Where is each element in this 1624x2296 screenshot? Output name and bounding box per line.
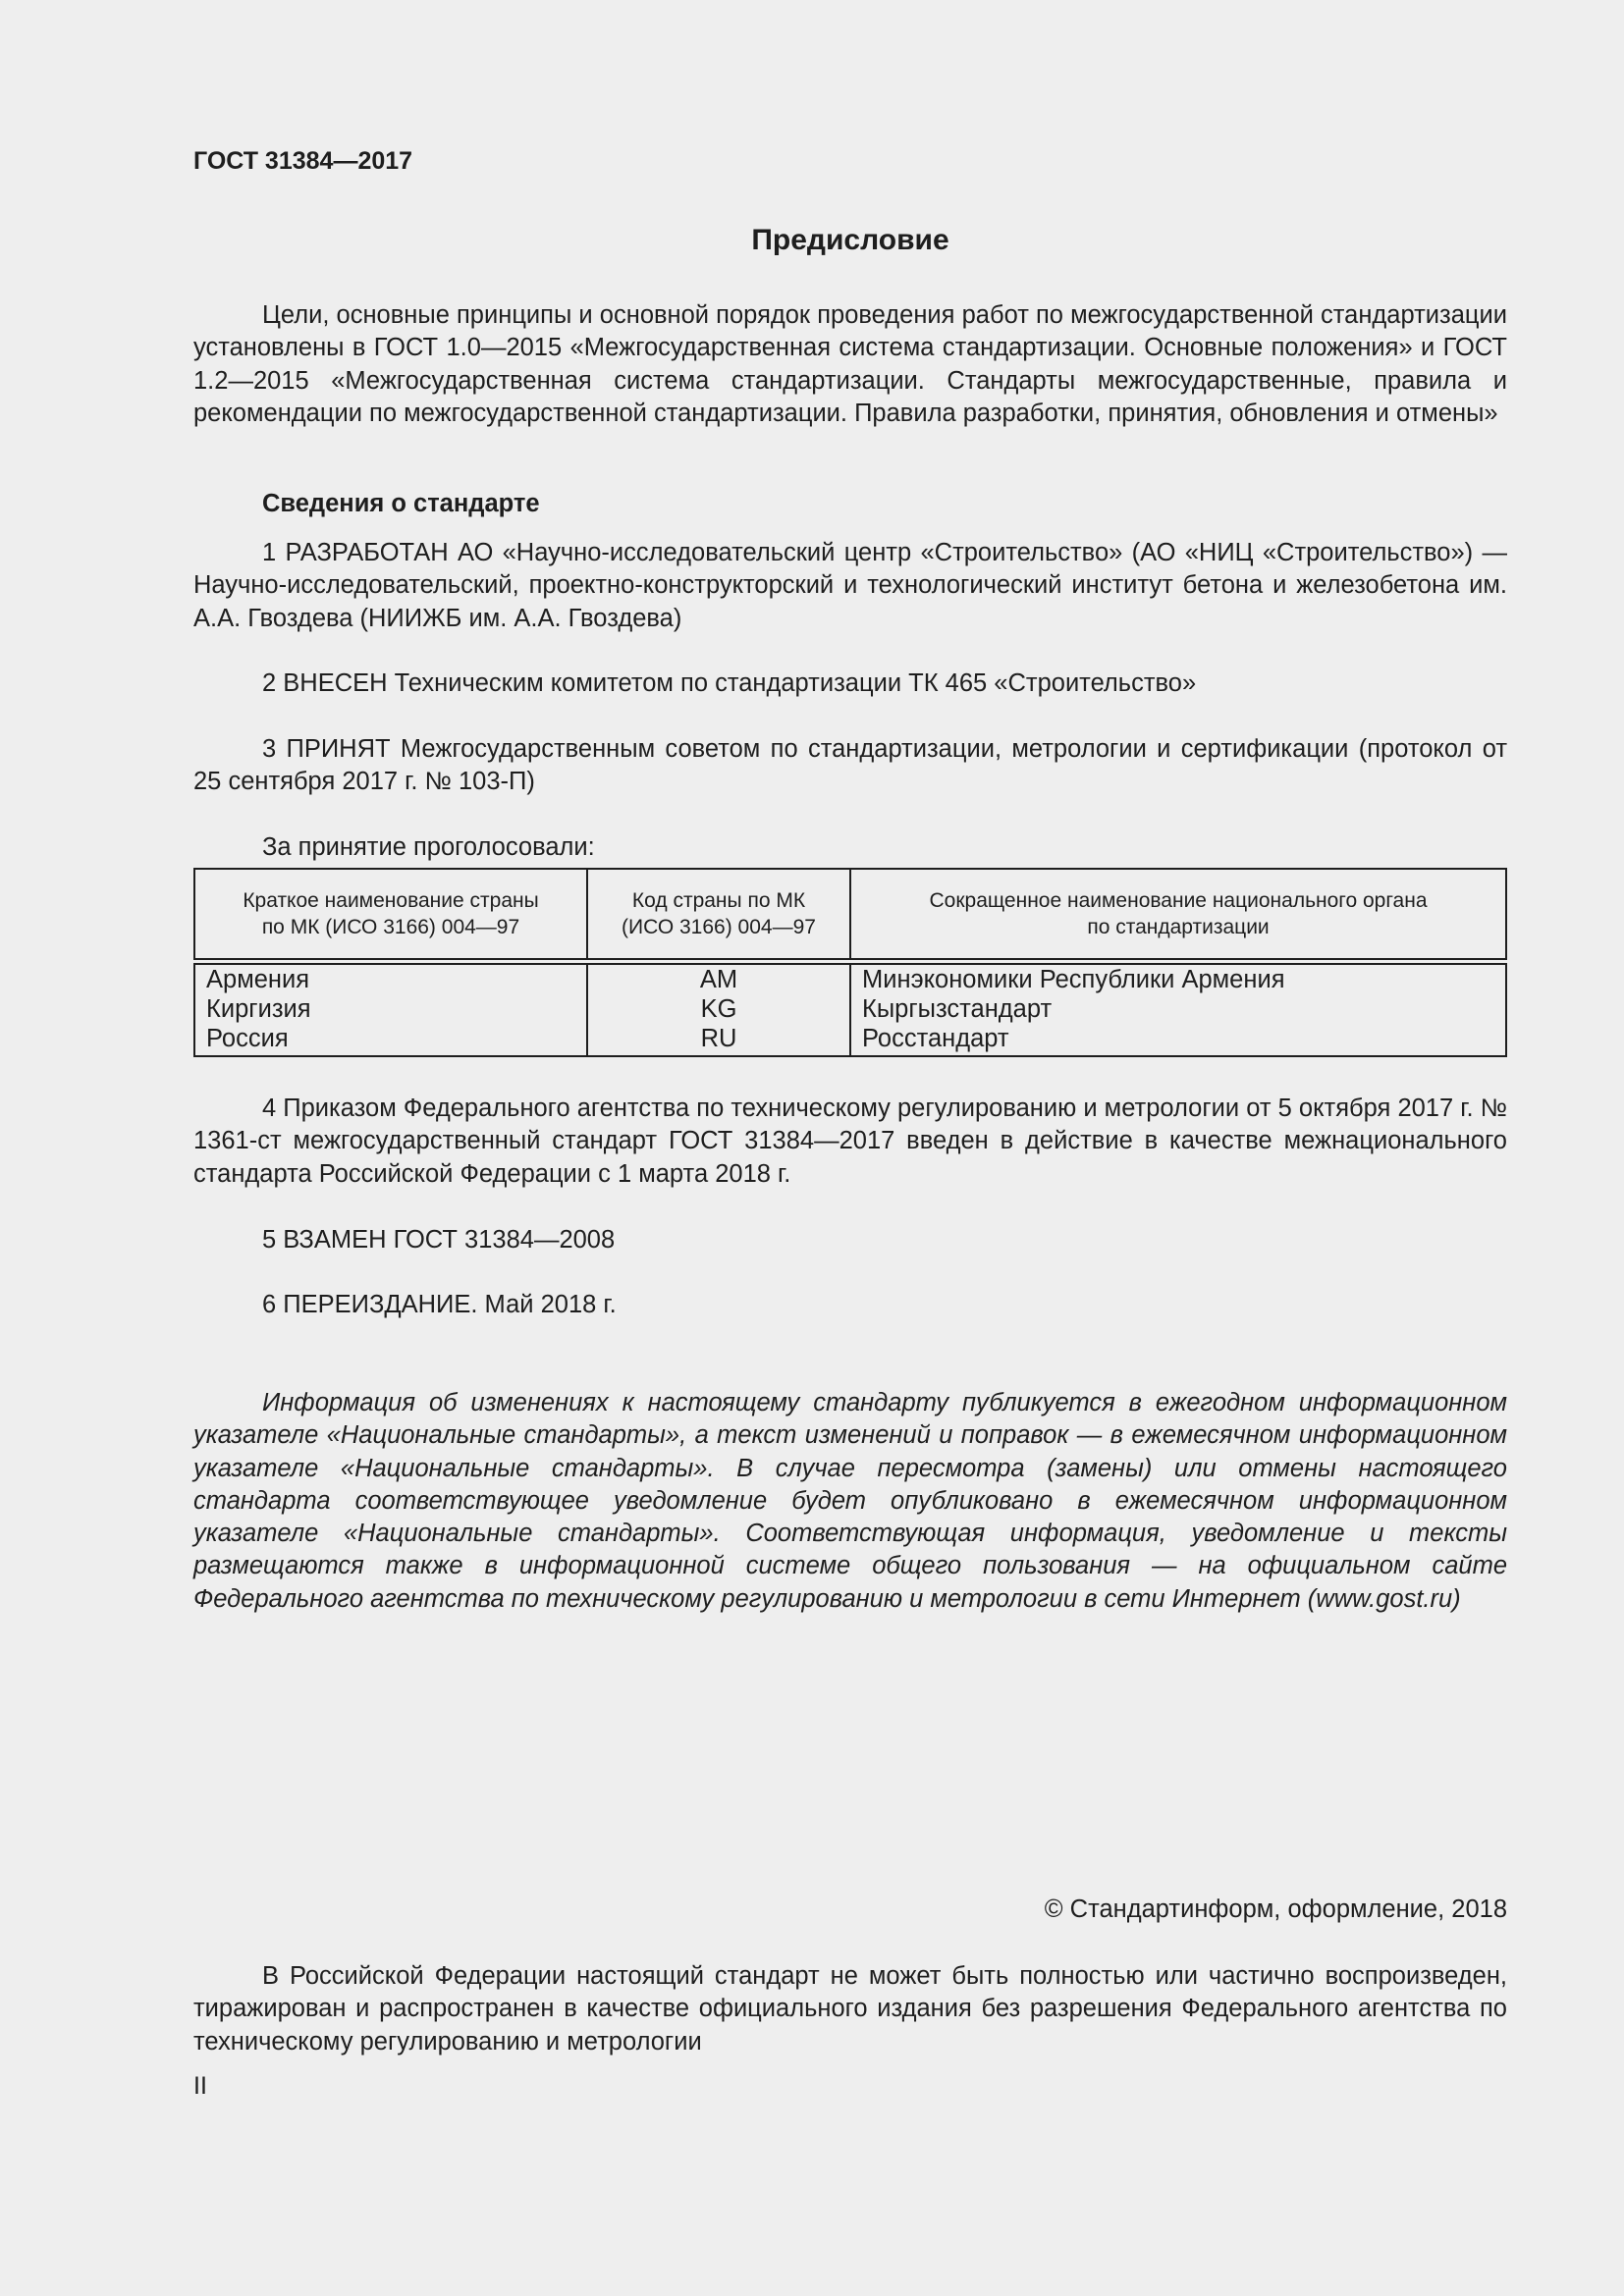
item-adopted: 3 ПРИНЯТ Межгосударственным советом по стандартизации, метрологии и сертификации (протокол от 25 сентября 2017 г. № 103-П): [193, 735, 1507, 796]
header-body: [850, 869, 1506, 962]
cell-country: Армения: [194, 962, 587, 995]
item-introduced: 2 ВНЕСЕН Техническим комитетом по стандартизации ТК 465 «Строительство»: [262, 669, 1197, 697]
header-code-line2: (ИСО 3166) 004—97: [622, 916, 816, 938]
cell-code: AM: [587, 962, 850, 995]
vote-intro: За принятие проголосовали:: [262, 833, 595, 861]
section-heading: Сведения о стандарте: [262, 490, 540, 517]
cell-body: Росстандарт: [850, 1024, 1506, 1056]
cell-body: Кыргызстандарт: [850, 994, 1506, 1024]
page-number: II: [193, 2072, 207, 2100]
cell-body: Минэкономики Республики Армения: [850, 962, 1506, 995]
cell-code: KG: [587, 994, 850, 1024]
page-title: Предисловие: [751, 224, 949, 256]
voting-table: [193, 868, 1507, 1057]
copyright-line: © Стандартинформ, оформление, 2018: [1044, 1896, 1507, 1923]
item-order: 4 Приказом Федерального агентства по техническому регулированию и метрологии от 5 октября 2017 г. № 1361-ст межгосударственный стандарт ГОСТ 31384—2017 введен в действие в качестве межнационального стандарта Российской Федерации с 1 марта 2018 г.: [193, 1095, 1507, 1188]
item-replaces: 5 ВЗАМЕН ГОСТ 31384—2008: [262, 1226, 616, 1254]
intro-paragraph: Цели, основные принципы и основной порядок проведения работ по межгосударственной стандартизации установлены в ГОСТ 1.0—2015 «Межгосударственная система стандартизации. Основные положения» и ГОСТ 1.2—2015 «Межгосударственная система стандартизации. Стандарты межгосударственные, правила и рекомендации по межгосударственной стандартизации. Правила разработки, принятия, обновления и отмены»: [193, 301, 1507, 427]
item-reissue: 6 ПЕРЕИЗДАНИЕ. Май 2018 г.: [262, 1291, 617, 1318]
info-note: Информация об изменениях к настоящему стандарту публикуется в ежегодном информационном указателе «Национальные стандарты», а текст изменений и поправок — в ежемесячном информационном указателе «Национальные стандарты». В случае пересмотра (замены) или отмены настоящего стандарта соответствующее уведомление будет опубликовано в ежемесячном информационном указателе «Национальные стандарты». Соответствующая информация, уведомление и тексты размещаются также в информационной системе общего пользования — на официальном сайте Федерального агентства по техническому регулированию и метрологии в сети Интернет (www.gost.ru): [193, 1389, 1507, 1613]
document-number: ГОСТ 31384—2017: [193, 147, 413, 175]
table-row: [194, 1024, 1506, 1056]
item-developed: 1 РАЗРАБОТАН АО «Научно-исследовательский центр «Строительство» (АО «НИЦ «Строительство») — Научно-исследовательский, проектно-конструкторский и технологический институт бетона и железобетона им. А.А. Гвоздева (НИИЖБ им. А.А. Гвоздева): [193, 539, 1507, 632]
header-body-line1: Сокращенное наименование национального органа: [929, 889, 1428, 912]
table-row: [194, 994, 1506, 1024]
header-code-line1: Код страны по МК: [631, 889, 806, 912]
table-row: [194, 962, 1506, 995]
cell-code: RU: [587, 1024, 850, 1056]
header-code: [587, 869, 850, 962]
header-country-line1: Краткое наименование страны: [243, 889, 539, 912]
cell-country: Киргизия: [194, 994, 587, 1024]
cell-country: Россия: [194, 1024, 587, 1056]
table-header-row: [194, 869, 1506, 962]
header-body-line2: по стандартизации: [1087, 916, 1270, 938]
header-country: [194, 869, 587, 962]
legal-note: В Российской Федерации настоящий стандарт не может быть полностью или частично воспроизведен, тиражирован и распространен в качестве официального издания без разрешения Федерального агентства по техническому регулированию и метрологии: [193, 1962, 1507, 2056]
header-country-line2: по МК (ИСО 3166) 004—97: [261, 916, 520, 938]
